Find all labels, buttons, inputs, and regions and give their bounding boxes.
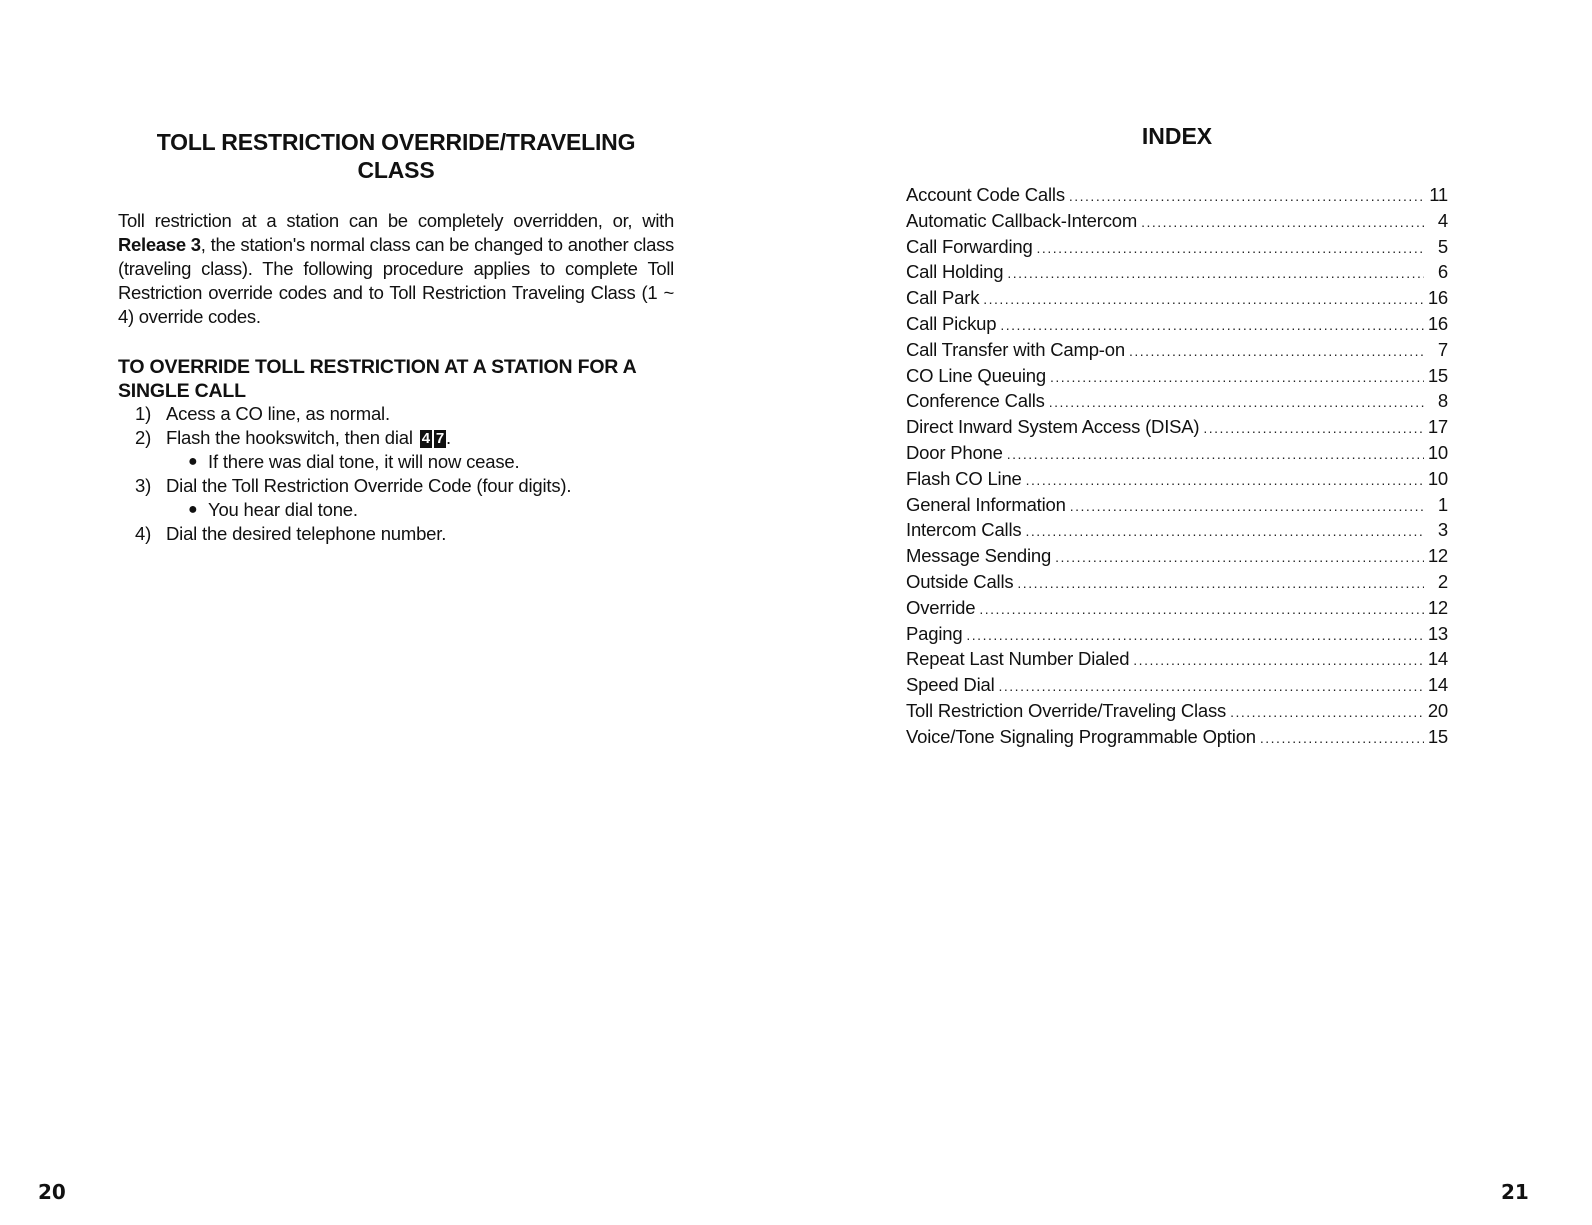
index-term: Call Holding [906,261,1004,283]
index-page-number: 12 [1427,545,1448,567]
intro-text-start: Toll restriction at a station can be completely overridden, or, with [118,210,674,231]
index-entry [906,260,1448,286]
dot-leader [1007,262,1424,286]
index-page-number: 3 [1437,519,1448,541]
index-entry [906,312,1448,338]
note-text: You hear dial tone. [208,499,358,520]
index-term: Door Phone [906,441,1003,463]
dot-leader [1203,417,1423,441]
dot-leader [979,598,1423,622]
index-page-number: 13 [1427,622,1448,644]
dot-leader [1037,237,1424,261]
dot-leader [1049,391,1424,415]
intro-paragraph [118,209,674,329]
index-term: CO Line Queuing [906,364,1046,386]
dot-leader [1026,469,1424,493]
step-text: Flash the hookswitch, then dial [166,427,413,448]
index-entry [906,673,1448,699]
index-entry [906,364,1448,390]
index-term: Account Code Calls [906,184,1065,205]
section-title-line-1: TOLL RESTRICTION OVERRIDE/TRAVELING [156,129,636,155]
intro-text-end: , the station's normal class can be changed to another class (traveling class). The following procedure applies to complete Toll Restriction override codes and to Toll Restriction Traveling Class (1 ~ 4) override codes. [118,234,674,327]
index-entry [906,286,1448,312]
dot-leader [1000,314,1423,338]
index-entry [906,467,1448,493]
index-entry [906,235,1448,261]
index-term: Call Pickup [906,312,997,334]
dot-leader [1069,185,1424,209]
dot-leader [1017,572,1424,596]
step-text: Dial the desired telephone number. [166,523,447,544]
index-page-number: 11 [1429,184,1448,205]
bullet-icon: ● [188,453,198,470]
index-term: Repeat Last Number Dialed [906,648,1130,670]
step-3-note [118,498,674,522]
step-2 [118,426,674,450]
step-end-punctuation: . [446,427,451,448]
index-term: General Information [906,493,1066,515]
step-2-note [118,450,674,474]
note-text: If there was dial tone, it will now cease. [208,451,520,472]
index-term: Flash CO Line [906,467,1022,489]
index-term: Paging [906,622,963,644]
dot-leader [1260,727,1424,751]
index-term: Conference Calls [906,390,1045,412]
index-page-number: 20 [1427,699,1448,721]
index-term: Automatic Callback-Intercom [906,209,1138,231]
step-number: 2) [135,427,152,448]
index-entry [906,441,1448,467]
procedure-steps [118,402,674,546]
dial-key-7: 7 [435,430,445,447]
index-page-number: 5 [1437,235,1448,257]
index-term: Call Transfer with Camp-on [906,338,1125,360]
index-entry [906,570,1448,596]
index-entry [906,596,1448,622]
index-page-number: 8 [1437,390,1448,412]
dot-leader [983,288,1424,312]
dial-key-4: 4 [421,430,430,447]
dot-leader [1055,546,1424,570]
index-entry [906,544,1448,570]
section-title-line-2: CLASS [357,157,435,183]
index-page-number: 17 [1427,416,1448,438]
release-label: Release 3 [118,234,201,255]
step-text: Dial the Toll Restriction Override Code (four digits). [166,475,572,496]
index-page-number: 14 [1427,648,1448,670]
dot-leader [1007,443,1424,467]
step-3 [118,474,674,498]
index-entry [906,183,1448,209]
index-term: Toll Restriction Override/Traveling Class [906,699,1227,721]
index-term: Call Forwarding [906,235,1033,257]
step-1 [118,402,674,426]
index-term: Override [906,596,976,618]
index-page-number: 15 [1427,364,1448,386]
index-page-number: 6 [1437,261,1448,283]
index-entry [906,647,1448,673]
index-page-number: 10 [1427,441,1448,463]
dot-leader [1129,340,1424,364]
step-number: 3) [135,475,152,496]
index-term: Direct Inward System Access (DISA) [906,416,1200,438]
step-text: Acess a CO line, as normal. [166,403,390,424]
index-entry [906,699,1448,725]
dot-leader [1070,495,1424,519]
index-page-number: 16 [1427,312,1448,334]
dot-leader [966,624,1423,648]
index-page-number: 4 [1437,209,1448,231]
step-4 [118,522,674,546]
index-term: Intercom Calls [906,519,1022,541]
index-term: Speed Dial [906,674,995,696]
dot-leader [1025,520,1424,544]
index-page-number: 10 [1427,467,1448,489]
step-number: 4) [135,523,152,544]
procedure-heading: TO OVERRIDE TOLL RESTRICTION AT A STATION FOR A SINGLE CALL [118,356,636,402]
index-entry [906,493,1448,519]
index-entry [906,415,1448,441]
right-page [796,0,1592,1225]
index-page-number: 1 [1437,493,1448,515]
page-number-right: 21 [1501,1180,1529,1204]
dot-leader [1230,701,1424,725]
dot-leader [1133,649,1424,673]
index-entry [906,209,1448,235]
index-page-number: 16 [1427,287,1448,309]
section-title [118,128,674,184]
index-page-number: 7 [1437,338,1448,360]
step-number: 1) [135,403,152,424]
index-page-number: 14 [1427,674,1448,696]
dot-leader [1050,366,1424,390]
dot-leader [999,675,1424,699]
index-entry [906,389,1448,415]
index-list [906,183,1448,751]
index-page-number: 15 [1427,725,1448,747]
index-term: Message Sending [906,545,1052,567]
bullet-icon: ● [188,501,198,518]
index-term: Call Park [906,287,980,309]
index-page-number: 2 [1437,570,1448,592]
dot-leader [1141,211,1424,235]
index-title: INDEX [1141,123,1213,149]
index-page-number: 12 [1427,596,1448,618]
index-term: Outside Calls [906,570,1014,592]
index-entry [906,518,1448,544]
index-entry [906,622,1448,648]
page-number-left: 20 [38,1180,66,1204]
index-entry [906,338,1448,364]
index-term: Voice/Tone Signaling Programmable Option [906,725,1256,747]
index-entry [906,725,1448,751]
